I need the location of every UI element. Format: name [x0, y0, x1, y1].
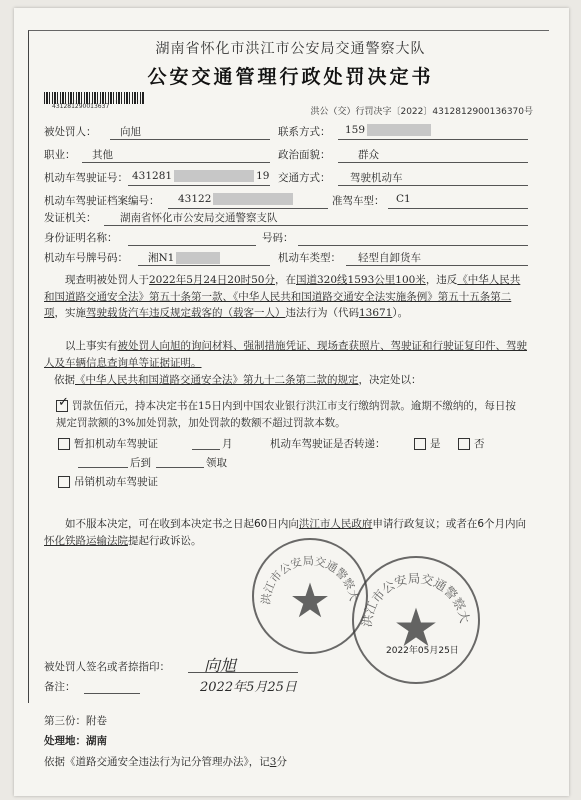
transport-value: 驾驶机动车	[350, 172, 403, 184]
signature-date: 2022年5月25日	[200, 680, 297, 695]
facts-paragraph: 现查明被处罚人于2022年5月24日20时50分，在国道320线1593公里100米，违反《中华人民共和国道路交通安全法》第五十条第一款、《中华人民共和国道路交通安全法实施条例》第五十五条第二项，实施驾驶载货汽车违反规定载客的（载客一人）违法行为（代码13671）。	[44, 274, 521, 319]
signature-label: 被处罚人签名或者捺指印：	[44, 661, 170, 673]
vehicle-type-value: 轻型自卸货车	[358, 252, 421, 264]
transfer-no: 否	[458, 436, 485, 451]
transport-label: 交通方式：	[278, 172, 331, 184]
official-seal-left	[252, 538, 368, 654]
underline	[388, 208, 528, 209]
violator-value: 向旭	[120, 126, 141, 138]
fine-option: ✓ 罚款伍佰元，持本决定书在15日内到中国农业银行洪江市支行缴纳罚款。逾期不缴纳的，每日按规定罚款额的3%加处罚款，加处罚款的数额不超过罚款本数。	[56, 395, 516, 429]
id-number-label: 号码：	[262, 232, 294, 244]
seal-star-icon	[292, 583, 328, 618]
detain-collect: 领取	[206, 457, 227, 469]
underline	[338, 139, 528, 140]
handling-place: 处理地：湖南	[44, 735, 107, 747]
id-name-label: 身份证明名称：	[44, 232, 118, 244]
signature-name: 向旭	[204, 656, 237, 675]
license-label: 机动车驾驶证号：	[44, 172, 128, 184]
note-label: 备注：	[44, 681, 76, 693]
no-checkbox	[458, 438, 470, 450]
yes-checkbox	[414, 438, 426, 450]
redaction-block	[213, 193, 293, 205]
copy-label: 第三份：附卷	[44, 715, 107, 727]
seal-left-text: 洪江市公安局交通警察大	[259, 554, 361, 606]
redaction-block	[174, 170, 254, 182]
official-seal-right	[352, 556, 480, 684]
political-label: 政治面貌：	[278, 149, 331, 161]
redaction-block	[367, 124, 431, 136]
evidence-paragraph: 以上事实有被处罚人向旭的询问材料、强制措施凭证、现场查获照片、驾驶证和行驶证复印件、驾驶人及车辆信息查询单等证据证明。	[44, 340, 527, 369]
issuer-value: 湖南省怀化市公安局交通警察支队	[120, 212, 278, 224]
job-value: 其他	[92, 149, 113, 161]
vehicle-type-label: 机动车类型：	[278, 252, 341, 264]
redaction-block	[176, 252, 220, 264]
underline	[338, 185, 528, 186]
seal-left-graphic	[254, 540, 366, 652]
underline	[298, 245, 528, 246]
seal-right-text: 洪江市公安局交通警察大	[359, 570, 473, 628]
detain-after: 后到	[130, 457, 151, 469]
underline	[128, 245, 256, 246]
basis-paragraph: 依据《中华人民共和国道路交通安全法》第九十二条第二款的规定，决定处以：	[54, 374, 422, 386]
underline	[78, 467, 128, 468]
seal-star-icon	[396, 608, 436, 646]
violator-label: 被处罚人：	[44, 126, 97, 138]
underline	[104, 225, 528, 226]
seal-right-graphic	[354, 558, 478, 682]
underline	[168, 208, 328, 209]
appeal-paragraph: 如不服本决定，可在收到本决定书之日起60日内向洪江市人民政府申请行政复议；或者在6个月内向怀化铁路运输法院提起行政诉讼。	[44, 518, 527, 547]
underline	[338, 162, 528, 163]
contact-value: 159	[345, 124, 431, 136]
underline	[82, 162, 270, 163]
archive-value: 43122	[178, 193, 293, 205]
detain-option: 暂扣机动车驾驶证	[58, 436, 158, 451]
detain-month: 月	[222, 438, 233, 450]
agency-name: 湖南省怀化市洪江市公安局交通警察大队	[155, 41, 426, 57]
underline	[156, 467, 204, 468]
plate-label: 机动车号牌号码：	[44, 252, 128, 264]
underline	[110, 139, 270, 140]
license-value: 431281 19	[132, 170, 270, 182]
political-value: 群众	[358, 149, 379, 161]
underline	[128, 185, 270, 186]
barcode-number: 431281290013637	[52, 103, 110, 110]
class-value: C1	[396, 193, 411, 205]
class-label: 准驾车型：	[332, 195, 385, 207]
revoke-option: 吊销机动车驾驶证	[58, 474, 158, 489]
document-title: 公安交通管理行政处罚决定书	[147, 66, 434, 88]
archive-label: 机动车驾驶证档案编号：	[44, 195, 160, 207]
points-statement: 依据《道路交通安全违法行为记分管理办法》，记3分	[44, 756, 287, 768]
document-number: 洪公（交）行罚决字〔2022〕4312812900136370号	[310, 107, 533, 117]
transfer-question: 机动车驾驶证是否转递：	[270, 438, 386, 450]
seal-date: 2022年05月25日	[386, 646, 459, 656]
plate-value: 湘N1	[148, 250, 220, 265]
transfer-yes: 是	[414, 436, 441, 451]
underline	[188, 672, 298, 673]
underline	[138, 265, 270, 266]
revoke-checkbox	[58, 476, 70, 488]
job-label: 职业：	[44, 149, 76, 161]
detain-checkbox	[58, 438, 70, 450]
underline	[192, 449, 220, 450]
underline	[346, 265, 528, 266]
fine-checkbox: ✓	[58, 395, 69, 410]
contact-label: 联系方式：	[278, 126, 331, 138]
underline	[84, 693, 140, 694]
issuer-label: 发证机关：	[44, 212, 97, 224]
